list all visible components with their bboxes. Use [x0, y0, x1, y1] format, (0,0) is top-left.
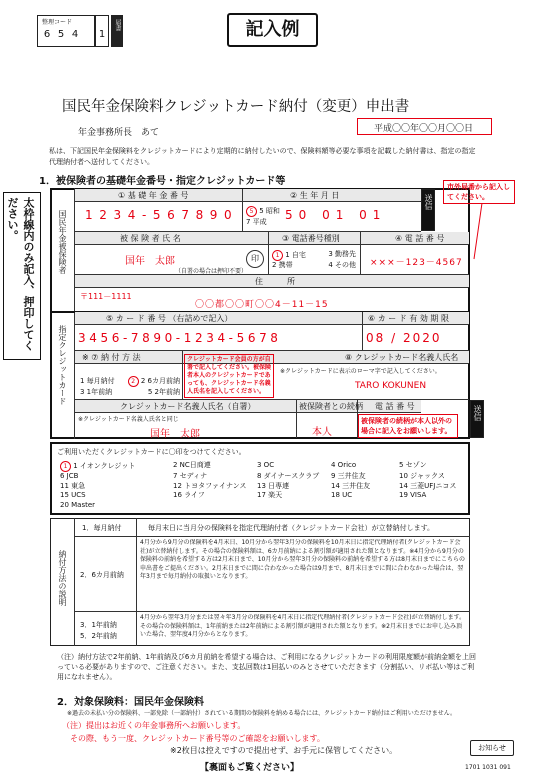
relation-header: 被保険者との続柄 [299, 402, 363, 411]
left-notice-text: 太枠線内のみ記入、押印してください。 [6, 197, 35, 351]
send-tag: 送信 [421, 189, 435, 231]
seal-text: 印 [251, 254, 259, 263]
rule [75, 324, 469, 325]
company-item[interactable]: 20 Master [60, 500, 96, 509]
callout-arrow [470, 203, 490, 263]
company-item[interactable]: 14 三菱UFJニコス [399, 481, 457, 490]
code-side-label: 届書 [111, 15, 123, 47]
holder-value: TARO KOKUNEN [355, 381, 427, 391]
company-item[interactable]: 2 NC日商連 [173, 461, 211, 469]
pay-text-monthly: 毎月末日に当月分の保険料を指定代理納付者（クレジットカード会社）が立替納付します。 [148, 524, 435, 532]
rule [75, 244, 469, 245]
code-extra [95, 15, 109, 47]
rule [182, 351, 183, 399]
zip-value: 〒111－1111 [80, 292, 132, 301]
dob-value: 50 01 01 [285, 208, 387, 222]
page-title: 国民年金保険料クレジットカード納付（変更）申出書 [62, 99, 410, 115]
rule [242, 189, 243, 231]
section2-note: ※過去の未払い分の保険料、一部免除（一部納付）されている期間の保険料を納める場合には、クレジットカード納付はご利用いただけません。 [67, 710, 457, 717]
phone-type-header: ③ 電話番号種別 [282, 234, 340, 243]
phone-type-other: 4 その他 [328, 261, 356, 269]
insured-name-note: （自署の場合は押印不要） [175, 268, 248, 275]
form-number: 1701 1031 091 [465, 764, 511, 771]
insured-name-value: 国年 太郎 [125, 256, 175, 267]
card-expiry-header: ⑥ カ ー ド 有 効 期 限 [368, 314, 449, 323]
era-showa: 5 昭和 [259, 207, 280, 215]
method-1year: 3 1年前納 [80, 388, 113, 396]
company-item[interactable]: 6 JCB [60, 472, 79, 480]
pay-label-monthly: 1．毎月納付 [82, 524, 122, 532]
rule [74, 518, 75, 646]
company-item[interactable]: 14 三井住友 [331, 481, 371, 490]
company-item[interactable]: 5 セゾン [399, 461, 427, 469]
address-header: 住 所 [255, 277, 295, 286]
pension-number-value: 1234-567890 [85, 208, 239, 222]
payment-side-label: 納付方法の説明 [58, 550, 67, 606]
company-item[interactable]: 18 UC [331, 491, 353, 499]
company-item[interactable]: 15 UCS [60, 491, 86, 499]
company-item[interactable]: 11 東急 [60, 481, 86, 490]
era-heisei: 7 平成 [246, 218, 267, 226]
code-digit: 5 [57, 29, 65, 40]
callout-area-code-text: 市外局番から記入してください。 [447, 183, 510, 201]
signature-note: ※クレジットカード名義人氏名と同じ [78, 416, 179, 423]
callout-relation-text: 被保険者の続柄が本人以外の場合に記入をお願いします。 [361, 417, 452, 435]
pension-number-header: ① 基 礎 年 金 番 号 [118, 191, 189, 200]
method-monthly: 1 毎月納付 [80, 377, 115, 385]
company-item[interactable]: 17 楽天 [257, 491, 283, 499]
companies-grid[interactable]: 1 1 イオンクレジット 2 NC日商連 3 OC 4 Orico 5 セゾン 6 JCB 7 セディナ 8 ダイナースクラブ 9 三井住友 10 ジャックス 11 東急 12 トヨタファイナンス 13 日専連 14 三井住友 14 三菱UFJニコス 15 UCS 16 ライフ 17 楽天 18 UC 19 VISA 20 Master [60, 461, 457, 509]
phone-type-work: 3 勤務先 [328, 250, 356, 258]
section2-title: 2．対象保険料：国民年金保険料 [57, 697, 204, 708]
pay-text-6month: 4月分から9月分の保険料を4月末日、10月分から翌年3月分の保険料を10月末日に指定代理納付者(クレジットカード会社)が立替納付します。その場合の保険料額は、6カ月前納による割引額が適用された額となります。※4月分から9月分の保険料の前納を希望する方は2月末日まで、10月分から翌年3月分の保険料の前納を希望する方は8月末日までにこちらの申出書をご提出ください。2月末日までに間に合わなかった場合は9月まで、8月末日までに間に合わなかった場合は、翌年3月まで毎月納付の取扱いとなります。 [140, 539, 465, 580]
company-item[interactable]: 13 日専連 [257, 481, 290, 490]
callout-holder-text: クレジットカード会員の方が自署で記入してください。被保険者本人のクレジットカードであっても、クレジットカード名義人氏名を記入してください。 [187, 356, 272, 395]
card-expiry-value: 08 / 2020 [366, 331, 442, 345]
addressee: 年金事務所長 あて [78, 128, 160, 138]
signature-value: 国年 太郎 [150, 429, 200, 440]
callout-relation [358, 414, 458, 438]
left-notice [3, 192, 41, 360]
rule [296, 400, 297, 438]
pay-text-annual: 4月分から翌年3月分または翌々年3月分の保険料を4月末日に指定代理納付者(クレジットカード会社)が立替納付します。その場合の保険料額は、1年前納または2年前納による割引額が適用された額となります。※2月末日までにお申し込み頂いた場合、翌年度4月分からとなります。 [140, 614, 466, 638]
method-2year: 5 2年前納 [147, 388, 180, 396]
company-item[interactable]: 9 三井住友 [331, 472, 366, 480]
phone-header: ④ 電 話 番 号 [395, 234, 445, 243]
insured-name-header: 被 保 険 者 氏 名 [120, 234, 181, 243]
rule [75, 412, 421, 413]
seal-mark [246, 250, 264, 268]
company-item[interactable]: 8 ダイナースクラブ [257, 472, 320, 480]
holder-note: ※クレジットカードに表示のローマ字で記入してください。 [280, 368, 441, 375]
company-item[interactable]: 3 OC [257, 461, 275, 469]
method-header: ※ ⑦ 納 付 方 法 [82, 353, 141, 362]
rule [360, 232, 361, 274]
method-options: 1 毎月納付 2 2 6カ月前納 3 1年前納 5 2年前納 [80, 377, 180, 396]
company-item[interactable]: 16 ライフ [173, 491, 205, 499]
company-item[interactable]: 1 イオンクレジット [73, 462, 136, 470]
pay-label-annual: 3．1年前納 5．2年前納 [80, 621, 124, 640]
insured-side-label: 国民年金被保険者 [58, 210, 67, 274]
address-value: 〇〇都〇〇町〇〇4－11－15 [195, 300, 329, 310]
example-stamp-text: 記入例 [245, 19, 300, 40]
back-side-note: 【裏面もご覧ください】 [200, 763, 300, 773]
notice-box-text: お知らせ [478, 744, 506, 752]
company-item[interactable]: 4 Orico [331, 461, 357, 469]
red-note-1: （注）提出はお近くの年金事務所へお願いします。 [62, 721, 246, 730]
red-note-2: その際、もう一度、クレジットカード番号等のご確認をお願いします。 [70, 734, 325, 743]
code-digit: 6 [43, 29, 51, 40]
card-number-header: ⑤ カ ー ド 番 号 （右詰めで記入） [106, 314, 233, 323]
relation-value: 本人 [312, 427, 332, 438]
rule [362, 312, 363, 350]
dob-header: ② 生 年 月 日 [290, 191, 340, 200]
phone-type-home: 1 自宅 [285, 251, 306, 259]
code-box [37, 15, 95, 47]
notes-text: （注）納付方法で2年前納、1年前納及び6カ月前納を希望する場合は、ご利用になるクレジットカードの利用限度額が前納金額を上回っている必要がありますので、ご注意ください。また、支払回数は1回払いのみとさせていただきます（分割払い、リボ払い等はご利用になれません）。 [57, 653, 476, 681]
example-stamp [227, 13, 318, 47]
company-item[interactable]: 19 VISA [399, 491, 427, 499]
send-tag: 送信 [470, 400, 484, 438]
code-digits [40, 29, 82, 40]
method-6month: 2 6カ月前納 [140, 377, 180, 385]
signature-header: クレジットカード名義人氏名（自署） [120, 402, 256, 411]
rule [74, 611, 470, 612]
callout-holder [184, 354, 274, 398]
section1-title: 1．被保険者の基礎年金番号・指定クレジットカード等 [39, 176, 286, 187]
date-box[interactable] [357, 118, 492, 135]
companies-header: ご利用いただくクレジットカードに〇印をつけてください。 [57, 448, 246, 456]
callout-area-code [443, 180, 515, 204]
company-item[interactable]: 7 セディナ [173, 472, 208, 480]
phone-type-options: 1 1 自宅 3 勤務先 2 携帯 4 その他 [272, 250, 356, 269]
rule [136, 518, 137, 646]
code-digit-last: 1 [98, 29, 106, 40]
copy-note: ※2枚目は控えですので提出せず、お手元に保管してください。 [170, 746, 398, 755]
holder-header: ⑧ クレジットカード名義人氏名 [345, 353, 459, 362]
company-item[interactable]: 10 ジャックス [399, 472, 445, 480]
notice-box [470, 740, 514, 756]
phone2-header: 電 話 番 号 [375, 402, 415, 411]
card-side-label: 指定クレジットカード [58, 325, 67, 405]
rule [75, 201, 421, 202]
pay-label-6month: 2．6カ月前納 [80, 571, 124, 579]
era-options: 5 5 昭和 7 平成 [246, 207, 280, 226]
code-label: 整理コード [42, 19, 73, 26]
code-digit: 4 [71, 29, 79, 40]
rule [74, 536, 470, 537]
rule [268, 232, 269, 274]
date-value: 平成〇〇年〇〇月〇〇日 [374, 124, 474, 134]
phone-value: ×××－123－4567 [370, 258, 463, 268]
company-item[interactable]: 12 トヨタファイナンス [173, 481, 247, 490]
intro-text: 私は、下記国民年金保険料をクレジットカードにより定期的に納付したいので、保険料額等必要な事項を記載した納付書は、指定の指定代理納付者へ送付してください。 [49, 147, 476, 166]
phone-type-mobile: 2 携帯 [272, 261, 293, 269]
rule [75, 287, 469, 288]
card-number-value: 3456-7890-1234-5678 [78, 331, 282, 345]
